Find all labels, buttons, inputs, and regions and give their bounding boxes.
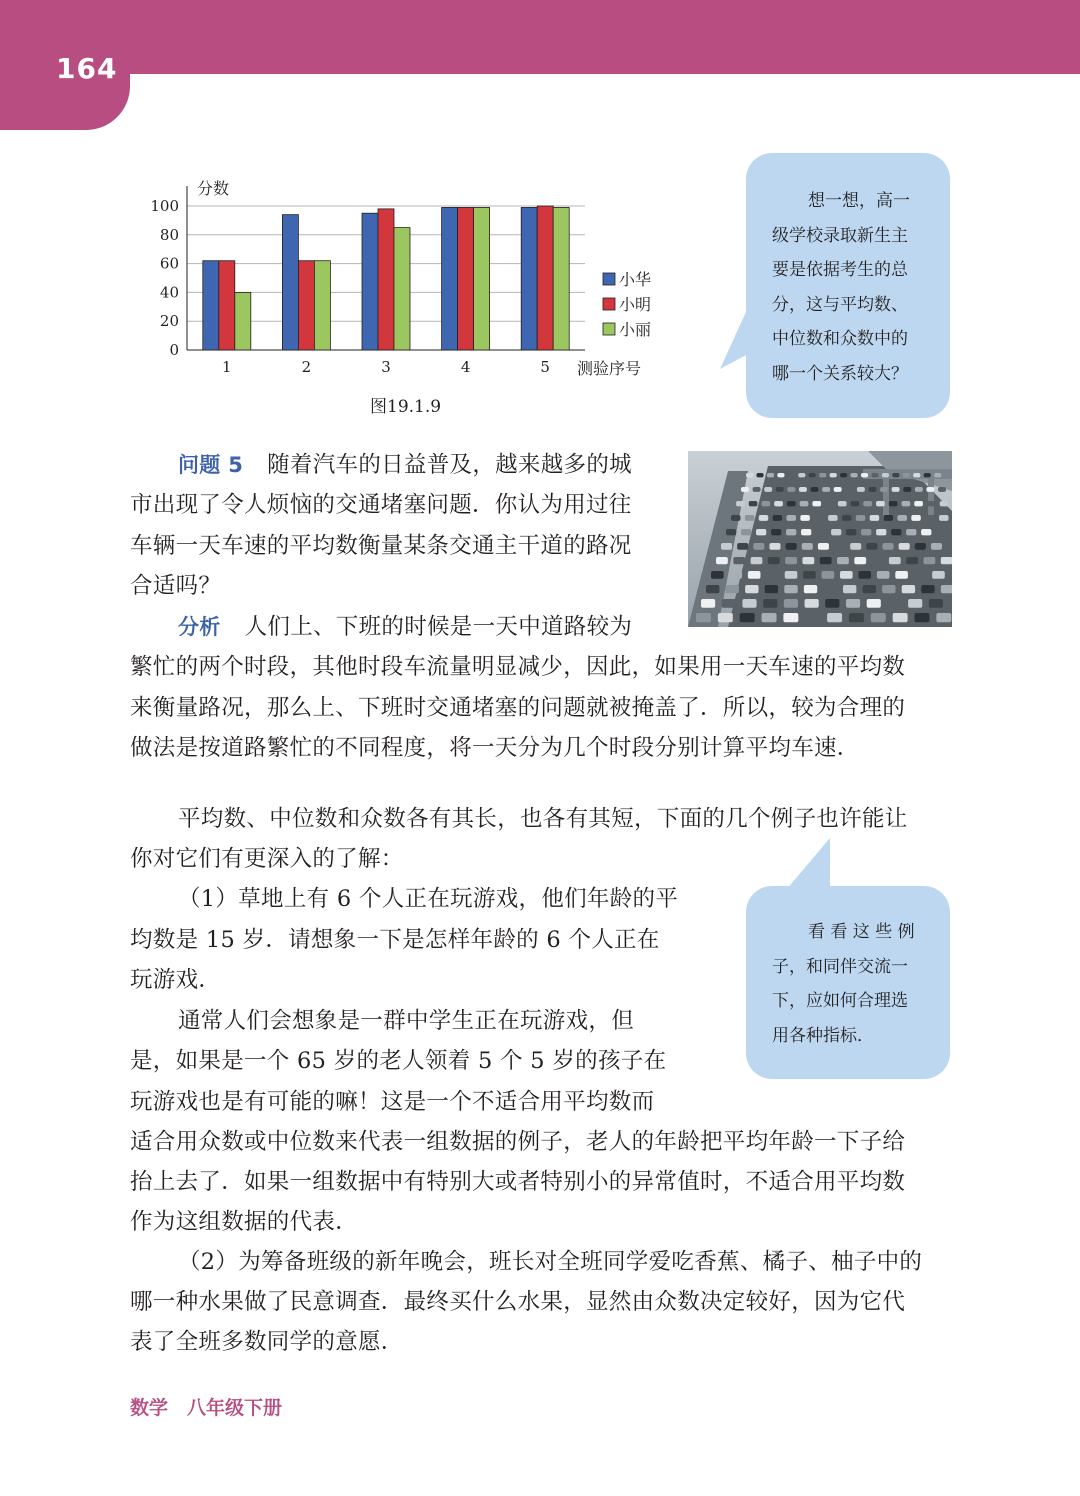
car-shape — [768, 557, 780, 564]
bubble-tail-icon — [786, 838, 836, 890]
car-shape — [819, 473, 826, 477]
car-shape — [929, 599, 943, 608]
problem5-label: 问题 5 — [178, 453, 244, 477]
car-shape — [915, 543, 926, 550]
car-shape — [831, 529, 841, 535]
car-shape — [906, 557, 918, 564]
text-line: （1）草地上有 6 个人正在玩游戏，他们年龄的平 — [178, 886, 679, 912]
car-shape — [759, 515, 768, 521]
bar-chart-svg — [145, 178, 665, 388]
car-shape — [876, 529, 886, 535]
car-shape — [868, 487, 876, 492]
car-shape — [773, 515, 782, 521]
bar — [394, 228, 410, 350]
car-shape — [934, 473, 941, 477]
car-shape — [825, 501, 834, 506]
car-shape — [854, 557, 866, 564]
car-shape — [805, 599, 819, 608]
y-tick-label: 20 — [159, 312, 179, 331]
car-shape — [729, 571, 742, 579]
text-line: 均数是 15 岁．请想象一下是怎样年龄的 6 个人正在 — [130, 927, 660, 953]
car-shape — [883, 543, 894, 550]
car-shape — [940, 501, 949, 506]
car-shape — [825, 599, 839, 608]
think-bubble — [746, 153, 950, 418]
car-shape — [741, 487, 749, 492]
car-shape — [849, 613, 864, 622]
car-shape — [756, 473, 763, 477]
car-shape — [902, 585, 915, 593]
car-shape — [787, 487, 795, 492]
car-shape — [872, 557, 884, 564]
text-line: 玩游戏也是有可能的嘛！这是一个不适合用平均数而 — [130, 1089, 655, 1115]
car-shape — [803, 571, 816, 579]
car-shape — [753, 487, 761, 492]
car-shape — [850, 543, 861, 550]
car-shape — [840, 473, 847, 477]
car-shape — [837, 557, 849, 564]
car-shape — [785, 557, 797, 564]
bar — [553, 207, 569, 350]
bar — [219, 261, 235, 350]
car-shape — [863, 501, 872, 506]
car-shape — [741, 529, 751, 535]
x-tick-label: 1 — [222, 358, 232, 376]
car-shape — [804, 585, 817, 593]
car-shape — [914, 501, 923, 506]
analysis-first-line — [178, 616, 632, 639]
car-shape — [745, 585, 758, 593]
car-shape — [731, 515, 740, 521]
car-shape — [842, 515, 851, 521]
car-shape — [880, 487, 888, 492]
y-tick-label: 80 — [159, 225, 179, 244]
car-shape — [753, 543, 764, 550]
car-shape — [903, 473, 910, 477]
text-line: 来衡量路况，那么上、下班时交通堵塞的问题就被掩盖了．所以，较为合理的 — [130, 695, 906, 721]
car-shape — [736, 501, 745, 506]
car-shape — [926, 487, 934, 492]
analysis-label: 分析 — [178, 615, 221, 639]
car-shape — [915, 613, 930, 622]
car-shape — [765, 585, 778, 593]
legend-swatch — [603, 298, 615, 310]
analysis-text: 人们上、下班的时候是一天中道路较为 — [244, 614, 633, 640]
car-shape — [851, 501, 860, 506]
car-shape — [936, 613, 951, 622]
text-line: 做法是按道路繁忙的不同程度，将一天分为几个时段分别计算平均车速． — [130, 735, 860, 761]
car-shape — [816, 529, 826, 535]
y-tick-label: 60 — [159, 254, 179, 273]
bar — [537, 206, 553, 350]
bubble-line: 中位数和众数中的 — [772, 329, 908, 349]
x-tick-label: 5 — [540, 358, 550, 376]
car-shape — [923, 557, 935, 564]
car-shape — [941, 585, 952, 593]
car-shape — [818, 543, 829, 550]
x-tick-label: 4 — [460, 358, 471, 376]
car-shape — [809, 473, 816, 477]
car-shape — [882, 585, 895, 593]
car-shape — [838, 501, 847, 506]
car-shape — [871, 473, 878, 477]
text-line: 合适吗？ — [130, 573, 222, 599]
car-shape — [820, 557, 832, 564]
car-shape — [786, 515, 795, 521]
car-shape — [846, 529, 856, 535]
car-shape — [696, 613, 711, 622]
car-shape — [914, 571, 927, 579]
car-shape — [876, 501, 885, 506]
text-line: 市出现了令人烦恼的交通堵塞问题．你认为用过往 — [130, 492, 632, 518]
car-shape — [718, 613, 733, 622]
car-shape — [761, 501, 770, 506]
problem5-text: 随着汽车的日益普及，越来越多的城 — [267, 452, 632, 478]
bar — [314, 261, 330, 350]
bubble-line: 要是依据考生的总 — [772, 260, 908, 280]
car-shape — [774, 501, 783, 506]
car-shape — [802, 557, 814, 564]
car-shape — [891, 529, 901, 535]
car-shape — [802, 543, 813, 550]
car-shape — [866, 543, 877, 550]
car-shape — [823, 585, 836, 593]
car-shape — [822, 571, 835, 579]
bar — [235, 292, 251, 350]
bar — [521, 207, 537, 350]
car-shape — [701, 599, 715, 608]
bar — [203, 261, 219, 350]
bubble-line: 子，和同伴交流一 — [772, 956, 908, 977]
car-shape — [911, 515, 920, 521]
car-shape — [901, 501, 910, 506]
text-line: 是，如果是一个 65 岁的老人领着 5 个 5 岁的孩子在 — [130, 1048, 667, 1074]
car-shape — [788, 473, 795, 477]
car-shape — [800, 515, 809, 521]
car-shape — [892, 487, 900, 492]
y-tick-label: 100 — [150, 197, 179, 215]
car-shape — [749, 501, 758, 506]
car-shape — [938, 487, 946, 492]
x-tick-label: 2 — [301, 358, 312, 376]
text-line: （2）为筹备班级的新年晚会，班长对全班同学爱吃香蕉、橘子、柚子中的 — [178, 1249, 923, 1275]
car-shape — [834, 487, 842, 492]
car-shape — [915, 487, 923, 492]
y-tick-label: 0 — [169, 341, 179, 359]
y-tick-label: 40 — [159, 283, 179, 302]
bubble-line: 下，应如何合理选 — [772, 991, 908, 1011]
car-shape — [927, 501, 936, 506]
car-shape — [882, 473, 889, 477]
bubble-line: 级学校录取新生主 — [772, 225, 908, 246]
bar-chart — [145, 178, 665, 388]
car-shape — [893, 613, 908, 622]
car-shape — [771, 529, 781, 535]
bubble-line: 想一想，高一 — [808, 191, 910, 211]
legend-label: 小丽 — [619, 320, 652, 339]
car-shape — [812, 501, 821, 506]
car-shape — [776, 487, 784, 492]
bar — [282, 215, 298, 350]
text-line: 你对它们有更深入的了解： — [130, 846, 404, 872]
car-shape — [783, 613, 798, 622]
text-line: 繁忙的两个时段，其他时段车流量明显减少，因此，如果用一天车速的平均数 — [130, 654, 906, 680]
page-number: 164 — [56, 52, 118, 85]
car-shape — [903, 487, 911, 492]
car-shape — [785, 571, 798, 579]
car-shape — [863, 585, 876, 593]
car-shape — [706, 585, 719, 593]
car-shape — [726, 585, 739, 593]
figure-caption: 图19.1.9 — [370, 397, 442, 417]
car-shape — [798, 473, 805, 477]
car-shape — [851, 473, 858, 477]
car-shape — [733, 557, 745, 564]
car-shape — [828, 515, 837, 521]
car-shape — [814, 515, 823, 521]
car-shape — [924, 473, 931, 477]
y-axis-label: 分数 — [197, 179, 230, 198]
car-shape — [895, 571, 908, 579]
text-line: 抬上去了．如果一组数据中有特别大或者特别小的异常值时，不适合用平均数 — [130, 1169, 906, 1195]
text-line: 作为这组数据的代表． — [130, 1209, 359, 1235]
x-tick-label: 3 — [381, 358, 391, 376]
car-shape — [941, 557, 952, 564]
car-shape — [801, 529, 811, 535]
car-shape — [889, 501, 898, 506]
car-shape — [784, 585, 797, 593]
bar — [378, 209, 394, 350]
car-shape — [805, 613, 820, 622]
car-shape — [764, 487, 772, 492]
car-shape — [767, 473, 774, 477]
car-shape — [906, 529, 916, 535]
book-title-footer: 数学 八年级下册 — [130, 1397, 283, 1419]
car-shape — [887, 599, 901, 608]
traffic-photo — [688, 451, 952, 627]
car-shape — [756, 529, 766, 535]
car-shape — [745, 515, 754, 521]
car-shape — [811, 487, 819, 492]
car-shape — [856, 515, 865, 521]
car-shape — [857, 487, 865, 492]
car-shape — [892, 473, 899, 477]
car-shape — [932, 571, 945, 579]
car-shape — [846, 599, 860, 608]
car-shape — [748, 571, 761, 579]
car-shape — [721, 543, 732, 550]
car-shape — [843, 585, 856, 593]
bubble-line: 哪一个关系较大？ — [772, 363, 908, 384]
car-shape — [787, 501, 796, 506]
car-shape — [840, 571, 853, 579]
car-shape — [877, 571, 890, 579]
car-shape — [737, 543, 748, 550]
car-shape — [871, 613, 886, 622]
car-shape — [769, 543, 780, 550]
car-shape — [762, 613, 777, 622]
bar — [458, 207, 474, 350]
bubble-line: 分，这与平均数、 — [772, 294, 908, 315]
car-shape — [799, 487, 807, 492]
car-shape — [766, 571, 779, 579]
car-shape — [763, 599, 777, 608]
car-shape — [861, 473, 868, 477]
text-line: 哪一种水果做了民意调查．最终买什么水果，显然由众数决定较好，因为它代 — [130, 1289, 906, 1315]
text-line: 表了全班多数同学的意愿． — [130, 1329, 404, 1355]
car-shape — [746, 473, 753, 477]
car-shape — [726, 529, 736, 535]
bubble-tail-icon — [720, 303, 750, 373]
car-shape — [786, 529, 796, 535]
car-shape — [822, 487, 830, 492]
bar — [474, 207, 490, 350]
car-shape — [913, 473, 920, 477]
bubble-line: 看 看 这 些 例 — [808, 922, 915, 942]
car-shape — [786, 543, 797, 550]
car-shape — [861, 529, 871, 535]
legend-swatch — [603, 323, 615, 335]
car-shape — [711, 571, 724, 579]
car-shape — [830, 473, 837, 477]
car-shape — [931, 543, 942, 550]
text-line: 平均数、中位数和众数各有其长，也各有其短，下面的几个例子也许能让 — [178, 806, 908, 832]
car-shape — [834, 543, 845, 550]
discuss-bubble — [746, 886, 950, 1079]
car-shape — [740, 613, 755, 622]
car-shape — [925, 515, 934, 521]
header-bar — [0, 0, 1080, 74]
bar — [298, 261, 314, 350]
car-shape — [784, 599, 798, 608]
problem5-first-line — [178, 454, 632, 477]
text-line: 通常人们会想象是一群中学生正在玩游戏，但 — [178, 1008, 635, 1034]
car-shape — [897, 515, 906, 521]
x-axis-label: 测验序号 — [577, 359, 642, 378]
car-shape — [742, 599, 756, 608]
car-shape — [867, 599, 881, 608]
bar — [362, 213, 378, 350]
legend-label: 小华 — [619, 270, 652, 289]
car-shape — [751, 557, 763, 564]
car-shape — [889, 557, 901, 564]
text-line: 玩游戏． — [130, 967, 222, 993]
car-shape — [936, 529, 946, 535]
car-shape — [939, 515, 948, 521]
car-shape — [899, 543, 910, 550]
car-shape — [884, 515, 893, 521]
bar — [442, 207, 458, 350]
car-shape — [722, 599, 736, 608]
car-shape — [827, 613, 842, 622]
car-shape — [908, 599, 922, 608]
text-line: 适合用众数或中位数来代表一组数据的例子，老人的年龄把平均年龄一下子给 — [130, 1129, 906, 1155]
car-shape — [858, 571, 871, 579]
traffic-jam-image — [688, 451, 952, 627]
car-shape — [921, 585, 934, 593]
legend-swatch — [603, 273, 615, 285]
car-shape — [777, 473, 784, 477]
legend-label: 小明 — [619, 295, 652, 314]
car-shape — [921, 529, 931, 535]
car-shape — [716, 557, 728, 564]
car-shape — [870, 515, 879, 521]
bubble-line: 用各种指标． — [772, 1025, 874, 1046]
car-shape — [800, 501, 809, 506]
text-line: 车辆一天车速的平均数衡量某条交通主干道的路况 — [130, 533, 632, 559]
car-shape — [845, 487, 853, 492]
